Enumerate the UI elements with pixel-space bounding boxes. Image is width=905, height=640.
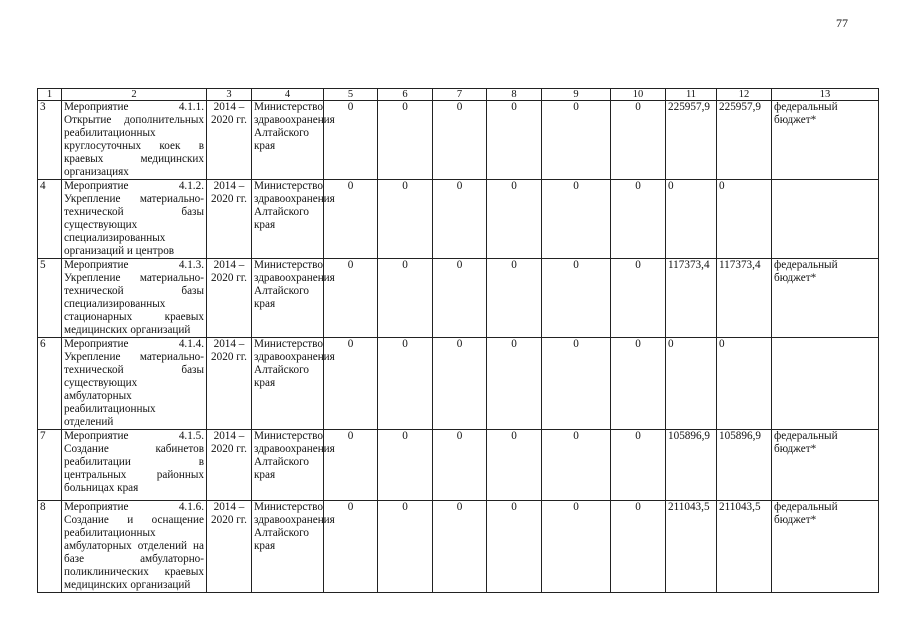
federal-amount: 105896,9 — [717, 430, 772, 501]
value-cell: 0 — [542, 501, 611, 593]
value-cell: 0 — [324, 259, 378, 338]
federal-amount: 117373,4 — [717, 259, 772, 338]
value-cell: 0 — [611, 180, 666, 259]
column-header: 11 — [666, 89, 717, 101]
activity-description: Мероприятие 4.1.2. Укрепление материально-технической базы существующих специализированных организаций и центров — [62, 180, 207, 259]
implementation-period: 2014 – 2020 гг. — [207, 180, 252, 259]
executor: Министерство здравоохранения Алтайского края — [252, 501, 324, 593]
implementation-period: 2014 – 2020 гг. — [207, 259, 252, 338]
column-header: 10 — [611, 89, 666, 101]
column-header: 12 — [717, 89, 772, 101]
value-cell: 0 — [487, 338, 542, 430]
row-number: 5 — [38, 259, 62, 338]
value-cell: 0 — [542, 430, 611, 501]
page-number: 77 — [836, 16, 848, 30]
value-cell: 0 — [324, 430, 378, 501]
table-row — [38, 338, 879, 430]
total-amount: 117373,4 — [666, 259, 717, 338]
executor: Министерство здравоохранения Алтайского края — [252, 430, 324, 501]
column-header: 8 — [487, 89, 542, 101]
value-cell: 0 — [378, 501, 433, 593]
row-number: 8 — [38, 501, 62, 593]
funding-source: федеральный бюджет* — [772, 101, 879, 180]
value-cell: 0 — [487, 430, 542, 501]
table-row — [38, 430, 879, 501]
value-cell: 0 — [324, 101, 378, 180]
funding-source: федеральный бюджет* — [772, 259, 879, 338]
column-header: 9 — [542, 89, 611, 101]
federal-amount: 225957,9 — [717, 101, 772, 180]
funding-source — [772, 338, 879, 430]
federal-amount: 0 — [717, 338, 772, 430]
column-header: 4 — [252, 89, 324, 101]
value-cell: 0 — [611, 338, 666, 430]
funding-source — [772, 180, 879, 259]
column-number-row — [38, 89, 879, 101]
value-cell: 0 — [487, 180, 542, 259]
table-row — [38, 180, 879, 259]
value-cell: 0 — [378, 430, 433, 501]
value-cell: 0 — [542, 101, 611, 180]
executor: Министерство здравоохранения Алтайского края — [252, 259, 324, 338]
activity-description: Мероприятие 4.1.4. Укрепление материально-технической базы существующих амбулаторных реабилитационных отделений — [62, 338, 207, 430]
executor: Министерство здравоохранения Алтайского края — [252, 338, 324, 430]
value-cell: 0 — [611, 259, 666, 338]
column-header: 5 — [324, 89, 378, 101]
column-header: 2 — [62, 89, 207, 101]
funding-source: федеральный бюджет* — [772, 501, 879, 593]
executor: Министерство здравоохранения Алтайского края — [252, 180, 324, 259]
value-cell: 0 — [433, 430, 487, 501]
activity-description: Мероприятие 4.1.5. Создание кабинетов реабилитации в центральных районных больницах края — [62, 430, 207, 501]
total-amount: 211043,5 — [666, 501, 717, 593]
value-cell: 0 — [487, 501, 542, 593]
value-cell: 0 — [611, 101, 666, 180]
activity-description: Мероприятие 4.1.1. Открытие дополнительных реабилитационных круглосуточных коек в краевых медицинских организациях — [62, 101, 207, 180]
value-cell: 0 — [324, 338, 378, 430]
row-number: 7 — [38, 430, 62, 501]
budget-table — [37, 88, 879, 593]
table-row — [38, 259, 879, 338]
column-header: 3 — [207, 89, 252, 101]
funding-source: федеральный бюджет* — [772, 430, 879, 501]
implementation-period: 2014 – 2020 гг. — [207, 101, 252, 180]
value-cell: 0 — [433, 338, 487, 430]
table-row — [38, 101, 879, 180]
value-cell: 0 — [487, 259, 542, 338]
value-cell: 0 — [433, 501, 487, 593]
row-number: 4 — [38, 180, 62, 259]
total-amount: 105896,9 — [666, 430, 717, 501]
table-row — [38, 501, 879, 593]
row-number: 6 — [38, 338, 62, 430]
column-header: 13 — [772, 89, 879, 101]
value-cell: 0 — [611, 430, 666, 501]
total-amount: 0 — [666, 338, 717, 430]
value-cell: 0 — [542, 259, 611, 338]
executor: Министерство здравоохранения Алтайского края — [252, 101, 324, 180]
value-cell: 0 — [324, 501, 378, 593]
value-cell: 0 — [433, 180, 487, 259]
value-cell: 0 — [611, 501, 666, 593]
row-number: 3 — [38, 101, 62, 180]
value-cell: 0 — [324, 180, 378, 259]
total-amount: 0 — [666, 180, 717, 259]
total-amount: 225957,9 — [666, 101, 717, 180]
value-cell: 0 — [378, 259, 433, 338]
value-cell: 0 — [433, 259, 487, 338]
column-header: 7 — [433, 89, 487, 101]
column-header: 1 — [38, 89, 62, 101]
value-cell: 0 — [433, 101, 487, 180]
column-header: 6 — [378, 89, 433, 101]
value-cell: 0 — [378, 338, 433, 430]
activity-description: Мероприятие 4.1.6. Создание и оснащение реабилитационных амбулаторных отделений на базе амбулаторно-поликлинических краевых медицинских организаций — [62, 501, 207, 593]
activity-description: Мероприятие 4.1.3. Укрепление материально-технической базы специализированных стационарных краевых медицинских организаций — [62, 259, 207, 338]
value-cell: 0 — [378, 180, 433, 259]
value-cell: 0 — [378, 101, 433, 180]
value-cell: 0 — [487, 101, 542, 180]
implementation-period: 2014 – 2020 гг. — [207, 501, 252, 593]
federal-amount: 0 — [717, 180, 772, 259]
implementation-period: 2014 – 2020 гг. — [207, 430, 252, 501]
value-cell: 0 — [542, 338, 611, 430]
federal-amount: 211043,5 — [717, 501, 772, 593]
value-cell: 0 — [542, 180, 611, 259]
implementation-period: 2014 – 2020 гг. — [207, 338, 252, 430]
